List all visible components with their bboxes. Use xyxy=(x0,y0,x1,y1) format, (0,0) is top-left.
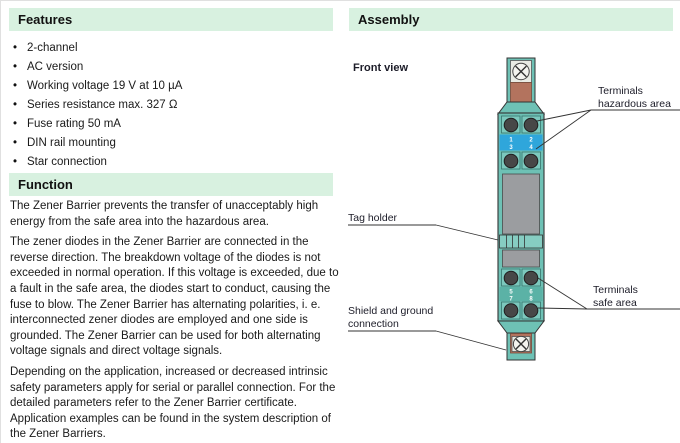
terminal-number: 7 xyxy=(509,296,513,303)
bottom-shoulder xyxy=(498,321,544,333)
feature-text: Series resistance max. 327 Ω xyxy=(27,99,178,111)
terminal-number: 8 xyxy=(529,296,533,303)
blue-marking-band xyxy=(500,135,543,151)
terminal-screw xyxy=(524,118,538,132)
terminal-number: 6 xyxy=(529,289,533,296)
label-terminals-safe-line2: safe area xyxy=(593,297,637,309)
bullet-icon: • xyxy=(13,99,18,111)
paragraph: The zener diodes in the Zener Barrier are connected in the reverse direction. The breakdown voltage of the diodes is not exceeded in normal operation. If this voltage is exceeded, due to a fault in the safe area, the diodes start to conduct, causing the fuse to blow. The Zener Barrier has alternating polarities, i. e. interconnected zener diodes are employed and one side is grounded. The Zener Barrier can be used for both alternating voltage signals and direct voltage signals. xyxy=(10,236,339,358)
feature-text: DIN rail mounting xyxy=(27,137,116,149)
leader-line xyxy=(436,331,506,350)
terminal-number: 2 xyxy=(529,137,533,144)
safe-marking-band xyxy=(500,287,543,301)
terminal-screw xyxy=(524,304,538,318)
function-body xyxy=(10,199,340,443)
list-item xyxy=(13,115,182,134)
list-item xyxy=(13,39,182,58)
label-tag-holder: Tag holder xyxy=(348,212,398,224)
assembly-title: Assembly xyxy=(358,12,420,27)
terminal-screw xyxy=(524,271,538,285)
feature-text: Fuse rating 50 mA xyxy=(27,118,121,130)
label-shield-ground-line2: connection xyxy=(348,318,399,330)
list-item xyxy=(13,77,182,96)
features-title: Features xyxy=(18,12,73,27)
function-section-header xyxy=(9,173,333,196)
list-item xyxy=(13,58,182,77)
paragraph: Depending on the application, increased or decreased intrinsic safety parameters apply for serial or parallel connection. For the detailed parameters refer to the Zener Barrier certificate. Application examples can be found in the system description of the Zener Barriers. xyxy=(10,365,336,441)
bullet-icon: • xyxy=(13,137,18,149)
front-panel xyxy=(503,174,540,234)
top-clamp-block xyxy=(511,83,532,103)
bullet-icon: • xyxy=(13,61,18,73)
terminal-screw xyxy=(504,154,518,168)
terminal-number: 4 xyxy=(529,145,533,151)
list-item xyxy=(13,153,182,172)
bullet-icon: • xyxy=(13,80,18,92)
leader-line xyxy=(538,308,587,309)
label-terminals-safe-line1: Terminals xyxy=(593,284,638,296)
assembly-section-header xyxy=(349,8,673,31)
bullet-icon: • xyxy=(13,118,18,130)
terminal-screw xyxy=(504,304,518,318)
terminal-number: 5 xyxy=(509,289,513,296)
feature-text: Star connection xyxy=(27,156,107,168)
leader-line xyxy=(436,225,498,240)
label-terminals-hazardous-line1: Terminals xyxy=(598,85,643,97)
terminal-screw xyxy=(504,271,518,285)
label-shield-ground-line1: Shield and ground xyxy=(348,305,434,317)
bullet-icon: • xyxy=(13,42,18,54)
front-panel xyxy=(503,250,540,267)
feature-text: 2-channel xyxy=(27,42,78,54)
terminal-number: 3 xyxy=(509,145,513,151)
list-item xyxy=(13,134,182,153)
top-shoulder xyxy=(498,102,544,114)
label-terminals-hazardous-line2: hazardous area xyxy=(598,98,671,110)
paragraph: The Zener Barrier prevents the transfer of unacceptably high energy from the safe area into the hazardous area. xyxy=(10,200,319,228)
bullet-icon: • xyxy=(13,156,18,168)
features-section-header xyxy=(9,8,333,31)
function-title: Function xyxy=(18,177,73,192)
terminal-screw xyxy=(524,154,538,168)
features-list xyxy=(13,39,182,172)
tag-holder xyxy=(500,235,543,248)
assembly-diagram xyxy=(341,41,680,441)
front-view-label: Front view xyxy=(353,62,409,74)
device-front-view xyxy=(498,58,544,360)
feature-text: Working voltage 19 V at 10 µA xyxy=(27,80,183,92)
terminal-screw xyxy=(504,118,518,132)
leader-line xyxy=(538,278,587,309)
feature-text: AC version xyxy=(27,61,84,73)
list-item xyxy=(13,96,182,115)
terminal-number: 1 xyxy=(509,137,513,144)
